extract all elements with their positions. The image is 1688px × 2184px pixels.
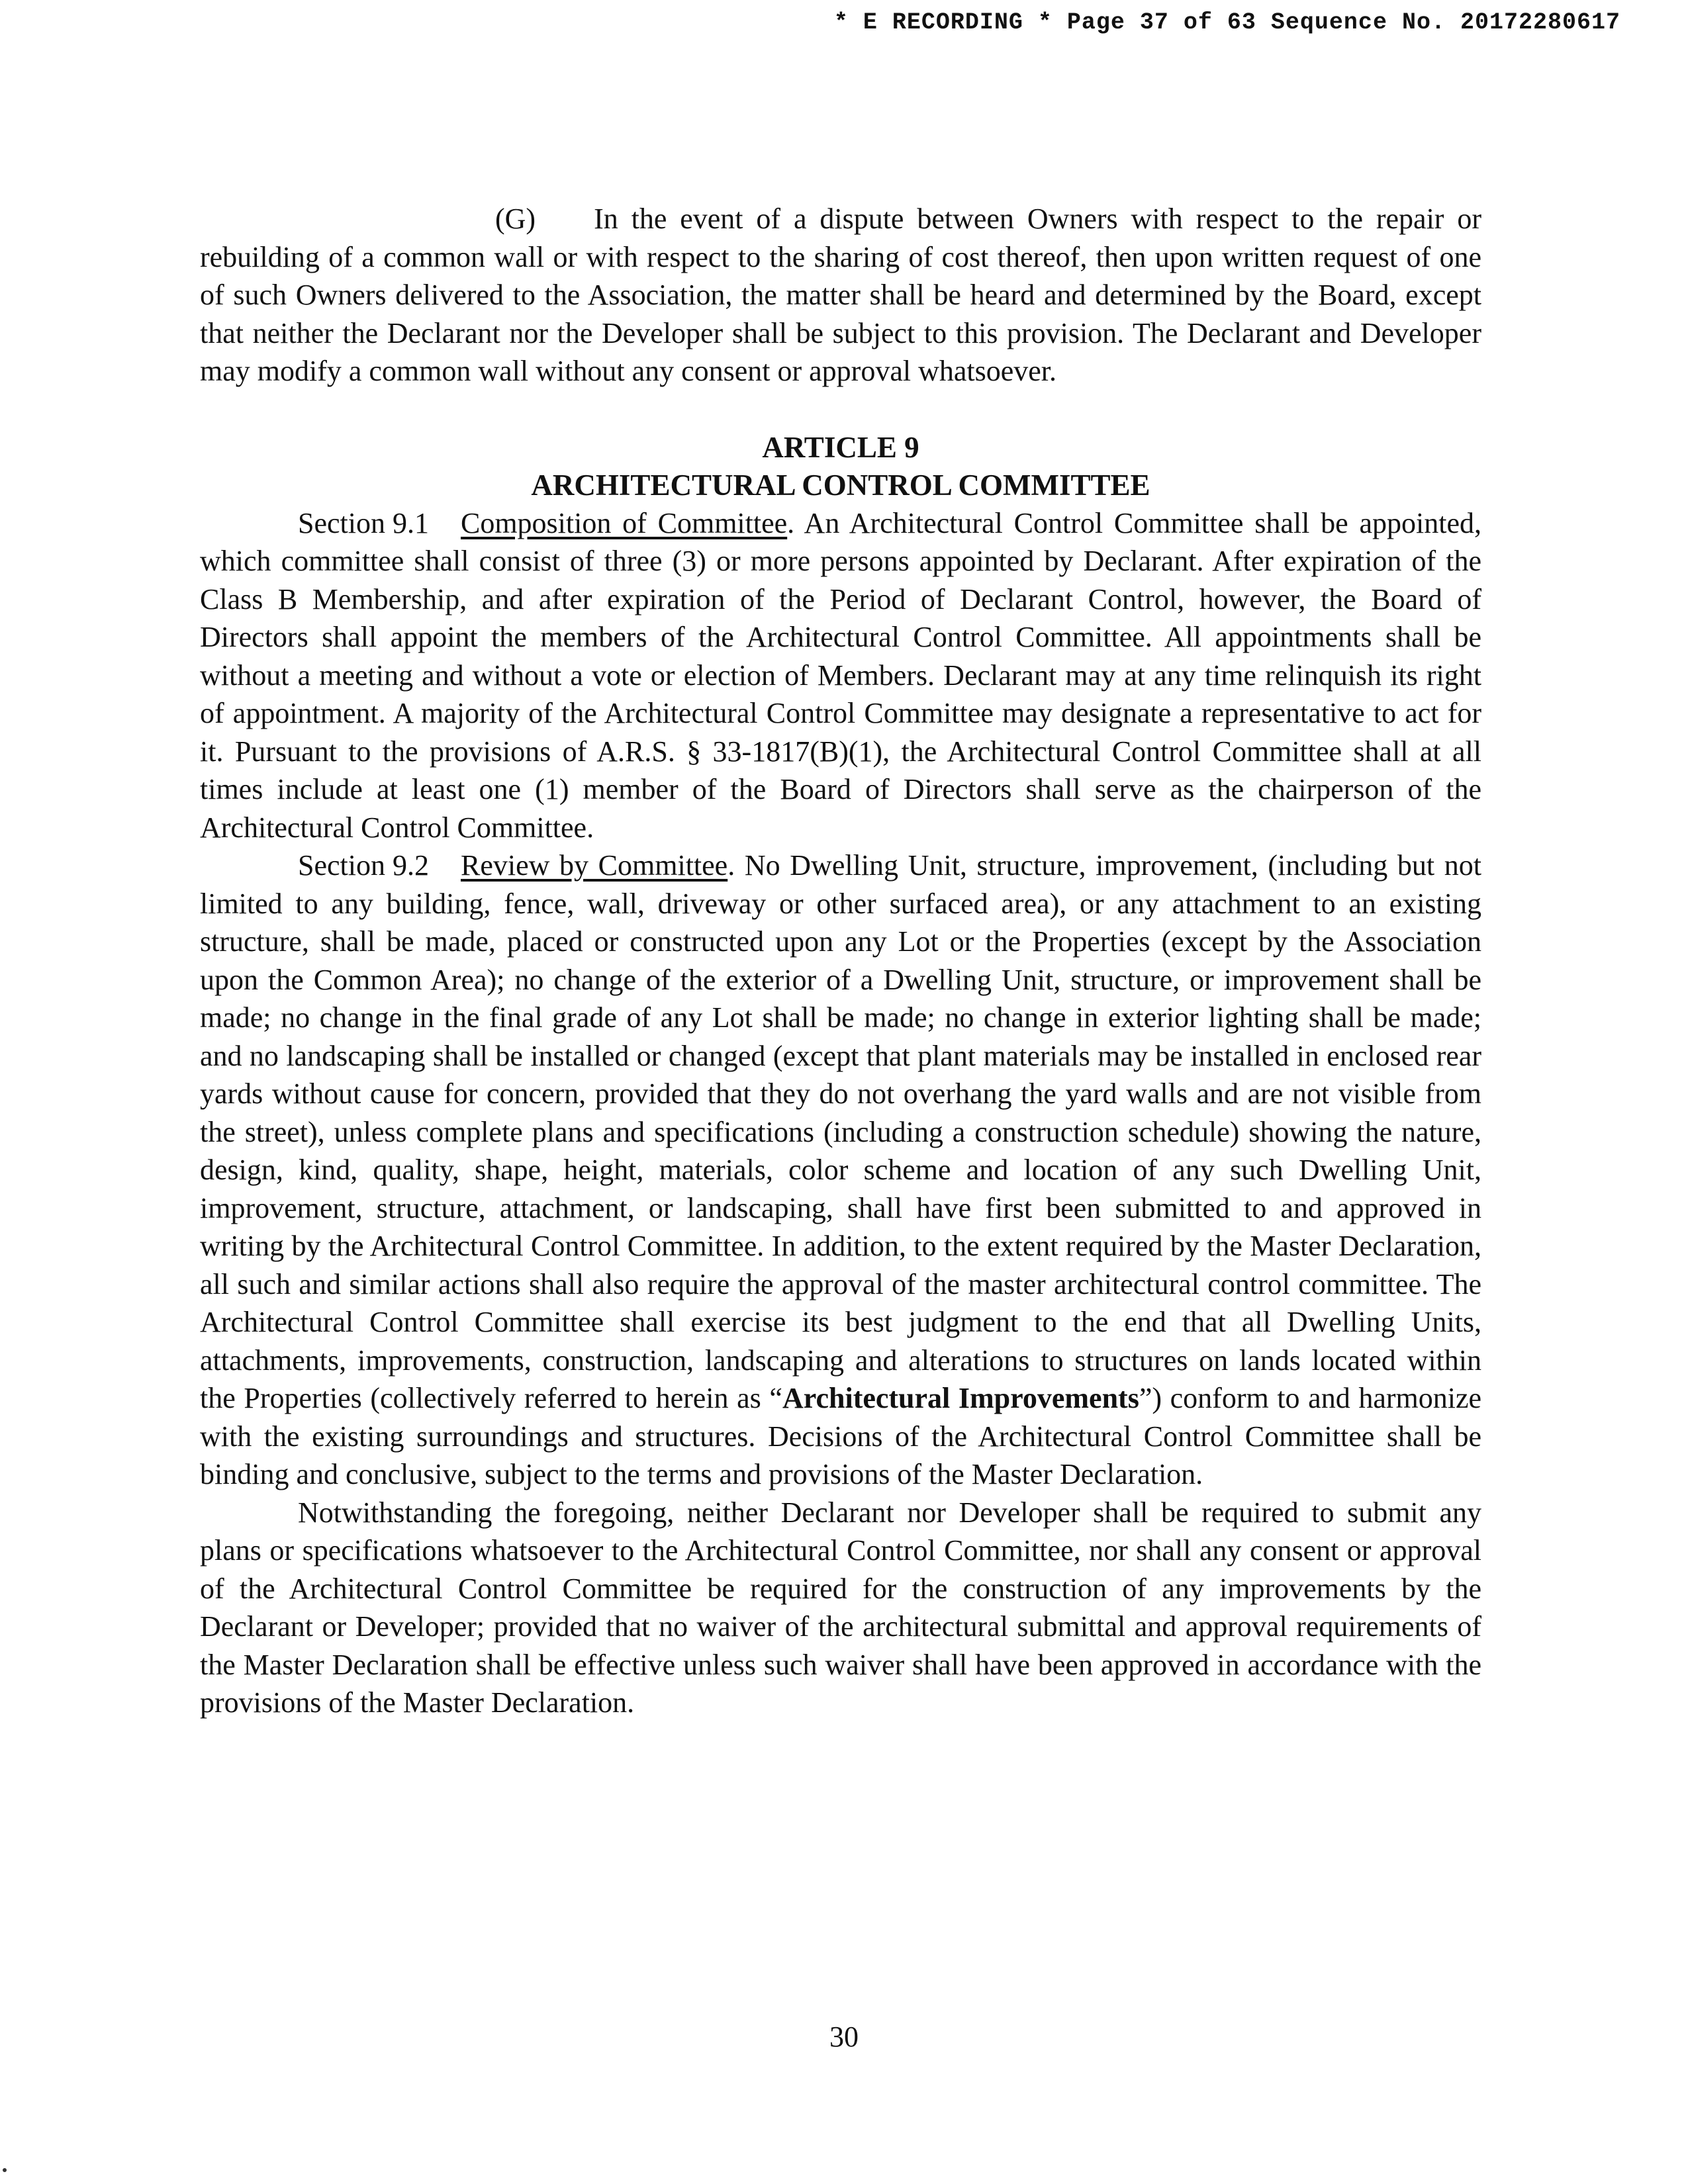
paragraph-notwithstanding: Notwithstanding the foregoing, neither Declarant nor Developer shall be required to submit any plans or specifications whatsoever to the Architectural Control Committee, nor shall any consent or approval of the Architectural Control Committee be required for the construction of any improvements by the Declarant or Developer; provided that no waiver of the architectural submittal and approval requirements of the Master Declaration shall be effective unless such waiver shall have been approved in accordance with the provisions of the Master Declaration. <box>200 1496 1481 1719</box>
document-body <box>200 200 1481 1722</box>
defined-term: Architectural Improvements <box>782 1382 1139 1414</box>
section-9-2-title: Review by Committee <box>460 849 728 882</box>
section-9-1-number: Section 9.1 <box>298 506 429 539</box>
paragraph-g: (G) In the event of a dispute between Owners with respect to the repair or rebuilding of a common wall or with respect to the sharing of cost thereof, then upon written request of one of such Owners delivered to the Association, the matter shall be heard and determined by the Board, except that neither the Declarant nor the Developer shall be subject to this provision. The Declarant and Developer may modify a common wall without any consent or approval whatsoever. <box>200 203 1481 387</box>
page-number: 30 <box>829 2021 859 2053</box>
section-9-2-body-part2: ”) conform to and harmonize with the existing surroundings and structures. Decisions of the Architectural Control Committee shall be binding and conclusive, subject to the terms and provisions of the Master Declaration. <box>200 1382 1482 1490</box>
section-9-2-number: Section 9.2 <box>298 849 429 882</box>
article-heading <box>200 429 1481 504</box>
section-9-2 <box>200 846 1481 1494</box>
article-title: ARCHITECTURAL CONTROL COMMITTEE <box>531 468 1150 502</box>
section-9-2-body-part1: . No Dwelling Unit, structure, improvement, (including but not limited to any building, fence, wall, driveway or other surfaced area), or any attachment to an existing structure, shall be made, placed or constructed upon any Lot or the Properties (except by the Association upon the Common Area); no change of the exterior of a Dwelling Unit, structure, or improvement shall be made; no change in the final grade of any Lot shall be made; no change in exterior lighting shall be made; and no landscaping shall be installed or changed (except that plant materials may be installed in enclosed rear yards without cause for concern, provided that they do not overhang the yard walls and are not visible from the street), unless complete plans and specifications (including a construction schedule) showing the nature, design, kind, quality, shape, height, materials, color scheme and location of any such Dwelling Unit, improvement, structure, attachment, or landscaping, shall have first been submitted to and approved in writing by the Architectural Control Committee. In addition, to the extent required by the Master Declaration, all such and similar actions shall also require the approval of the master architectural control committee. The Architectural Control Committee shall exercise its best judgment to the end that all Dwelling Units, attachments, improvements, construction, landscaping and alterations to structures on lands located within the Properties (collectively referred to herein as “ <box>200 849 1481 1414</box>
section-9-1-body: . An Architectural Control Committee shall be appointed, which committee shall consist of three (3) or more persons appointed by Declarant. After expiration of the Class B Membership, and after expiration of the Period of Declarant Control, however, the Board of Directors shall appoint the members of the Architectural Control Committee. All appointments shall be without a meeting and without a vote or election of Members. Declarant may at any time relinquish its right of appointment. A majority of the Architectural Control Committee may designate a representative to act for it. Pursuant to the provisions of A.R.S. § 33-1817(B)(1), the Architectural Control Committee shall at all times include at least one (1) member of the Board of Directors shall serve as the chairperson of the Architectural Control Committee. <box>200 506 1481 844</box>
article-number: ARTICLE 9 <box>762 430 919 464</box>
scan-edge-mark <box>3 2168 7 2172</box>
section-9-1 <box>200 504 1481 847</box>
recording-header: * E RECORDING * Page 37 of 63 Sequence No. 20172280617 <box>833 9 1620 36</box>
section-9-1-title: Composition of Committee <box>460 506 788 539</box>
